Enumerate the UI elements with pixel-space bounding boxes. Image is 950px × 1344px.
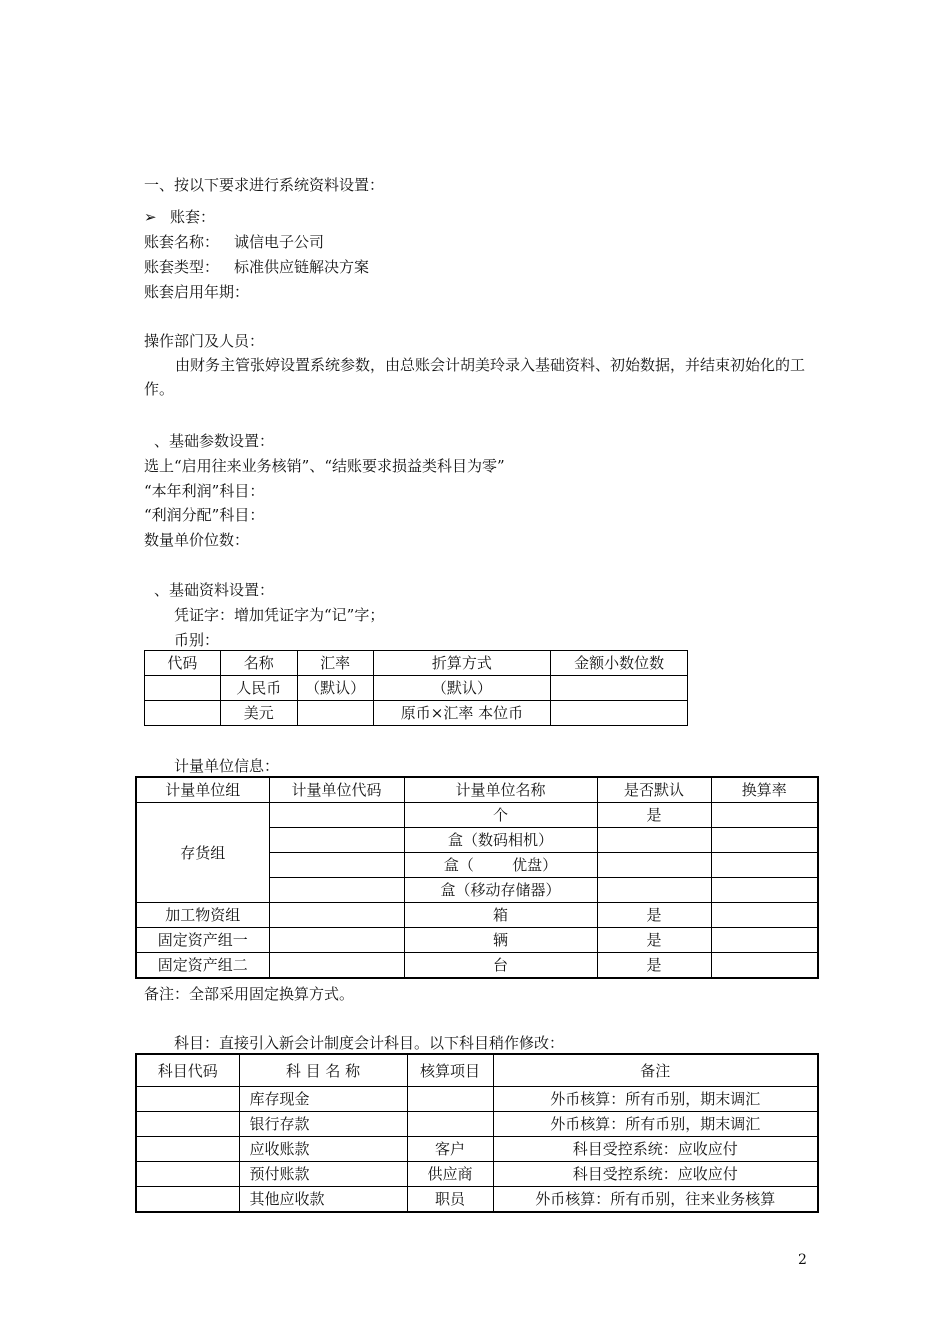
table-cell: 科目受控系统：应收应付	[493, 1137, 818, 1162]
table-cell: 应收账款	[239, 1137, 407, 1162]
table-cell	[407, 1087, 493, 1112]
table-cell	[711, 853, 818, 878]
table-cell	[551, 676, 688, 701]
table-row	[136, 1087, 818, 1112]
account-type-value: 标准供应链解决方案	[234, 258, 370, 276]
table-cell	[597, 828, 711, 853]
basic-data-heading	[144, 581, 274, 599]
table-cell: 职员	[407, 1187, 493, 1213]
table-cell: 固定资产组一	[136, 928, 269, 953]
table-cell: 盒（移动存储器）	[404, 878, 597, 903]
column-header: 折算方式	[373, 651, 551, 676]
account-name-value: 诚信电子公司	[234, 233, 325, 251]
currency-table	[144, 650, 688, 726]
table-cell: 固定资产组二	[136, 953, 269, 979]
table-cell	[711, 878, 818, 903]
table-cell	[597, 853, 711, 878]
table-cell: 银行存款	[239, 1112, 407, 1137]
column-header: 换算率	[711, 777, 818, 803]
table-cell: 箱	[404, 903, 597, 928]
table-cell: 台	[404, 953, 597, 979]
column-header: 备注	[493, 1054, 818, 1087]
basic-params-heading-text: 、基础参数设置：	[154, 432, 275, 450]
table-cell: 外币核算：所有币别，期末调汇	[493, 1112, 818, 1137]
table-cell	[136, 1112, 239, 1137]
table-cell	[711, 803, 818, 828]
column-header: 计量单位名称	[404, 777, 597, 803]
account-table	[135, 1053, 819, 1213]
table-cell	[269, 878, 404, 903]
table-cell: 其他应收款	[239, 1187, 407, 1213]
basic-data-heading-text: 、基础资料设置：	[154, 581, 275, 599]
basic-params-line2: “本年利润”科目：	[144, 482, 265, 500]
table-cell	[136, 1187, 239, 1213]
table-cell: 辆	[404, 928, 597, 953]
account-start-label: 账套启用年期：	[144, 283, 250, 301]
table-cell	[136, 1087, 239, 1112]
unit-info-label: 计量单位信息：	[174, 757, 280, 775]
basic-params-line3: “利润分配”科目：	[144, 506, 265, 524]
table-row	[136, 928, 818, 953]
account-name-label: 账套名称：	[144, 233, 220, 251]
table-cell	[269, 828, 404, 853]
table-cell	[711, 953, 818, 979]
accounts-label: 科目：直接引入新会计制度会计科目。以下科目稍作修改：	[174, 1034, 565, 1052]
table-cell: 外币核算：所有币别，期末调汇	[493, 1087, 818, 1112]
table-cell: 库存现金	[239, 1087, 407, 1112]
table-cell: 原币×汇率 本位币	[373, 701, 551, 726]
table-cell: 外币核算：所有币别，往来业务核算	[493, 1187, 818, 1213]
table-row	[136, 953, 818, 979]
table-row	[136, 1137, 818, 1162]
unit-table	[135, 776, 819, 979]
currency-header-row	[145, 651, 688, 676]
basic-params-line4: 数量单价位数：	[144, 531, 250, 549]
table-cell	[269, 953, 404, 979]
column-header: 计量单位组	[136, 777, 269, 803]
table-cell: 科目受控系统：应收应付	[493, 1162, 818, 1187]
operators-body: 由财务主管张婷设置系统参数，由总账会计胡美玲录入基础资料、初始数据，并结束初始化的工作。	[144, 356, 806, 398]
table-cell	[597, 878, 711, 903]
account-set-heading	[144, 208, 215, 226]
table-row	[136, 1187, 818, 1213]
table-cell	[269, 803, 404, 828]
table-cell: 客户	[407, 1137, 493, 1162]
table-cell: 个	[404, 803, 597, 828]
table-row	[136, 803, 818, 828]
column-header: 汇率	[297, 651, 373, 676]
table-cell	[269, 903, 404, 928]
table-cell: 盒（数码相机）	[404, 828, 597, 853]
table-cell: 是	[597, 928, 711, 953]
account-name-line	[144, 233, 324, 251]
section-title: 一、按以下要求进行系统资料设置：	[144, 176, 385, 194]
column-header: 核算项目	[407, 1054, 493, 1087]
column-header: 科 目 名 称	[239, 1054, 407, 1087]
table-cell	[269, 928, 404, 953]
account-type-line	[144, 258, 369, 276]
table-row	[145, 676, 688, 701]
page-number: 2	[798, 1252, 807, 1268]
table-row	[136, 1112, 818, 1137]
table-cell: 预付账款	[239, 1162, 407, 1187]
table-row	[136, 903, 818, 928]
currency-label: 币别：	[174, 631, 220, 649]
table-row	[136, 1162, 818, 1187]
table-row	[145, 701, 688, 726]
table-cell	[136, 1162, 239, 1187]
basic-params-line1: 选上“启用往来业务核销”、“结账要求损益类科目为零”	[144, 457, 505, 475]
table-cell: （默认）	[297, 676, 373, 701]
operators-heading: 操作部门及人员：	[144, 332, 265, 350]
column-header: 科目代码	[136, 1054, 239, 1087]
unit-header-row	[136, 777, 818, 803]
column-header: 金额小数位数	[551, 651, 688, 676]
table-cell: 加工物资组	[136, 903, 269, 928]
voucher-line: 凭证字：增加凭证字为“记”字；	[174, 606, 385, 624]
table-cell: 是	[597, 953, 711, 979]
table-cell	[711, 903, 818, 928]
account-header-row	[136, 1054, 818, 1087]
unit-note: 备注：全部采用固定换算方式。	[144, 985, 355, 1003]
table-cell	[711, 928, 818, 953]
table-cell: 是	[597, 803, 711, 828]
column-header: 代码	[145, 651, 221, 676]
table-cell: 盒（ 优盘）	[404, 853, 597, 878]
table-cell: （默认）	[373, 676, 551, 701]
column-header: 名称	[220, 651, 297, 676]
table-cell	[551, 701, 688, 726]
table-cell	[407, 1112, 493, 1137]
column-header: 计量单位代码	[269, 777, 404, 803]
table-cell: 是	[597, 903, 711, 928]
basic-params-heading	[144, 432, 274, 450]
table-cell	[711, 828, 818, 853]
unit-group-cell: 存货组	[136, 803, 269, 903]
column-header: 是否默认	[597, 777, 711, 803]
table-cell	[145, 676, 221, 701]
account-set-heading-text: 账套：	[170, 208, 216, 226]
account-type-label: 账套类型：	[144, 258, 220, 276]
table-cell	[269, 853, 404, 878]
table-cell: 美元	[220, 701, 297, 726]
table-cell	[145, 701, 221, 726]
table-cell: 人民币	[220, 676, 297, 701]
table-cell	[297, 701, 373, 726]
table-cell	[136, 1137, 239, 1162]
arrow-bullet-icon: ➢	[144, 208, 157, 226]
table-cell: 供应商	[407, 1162, 493, 1187]
